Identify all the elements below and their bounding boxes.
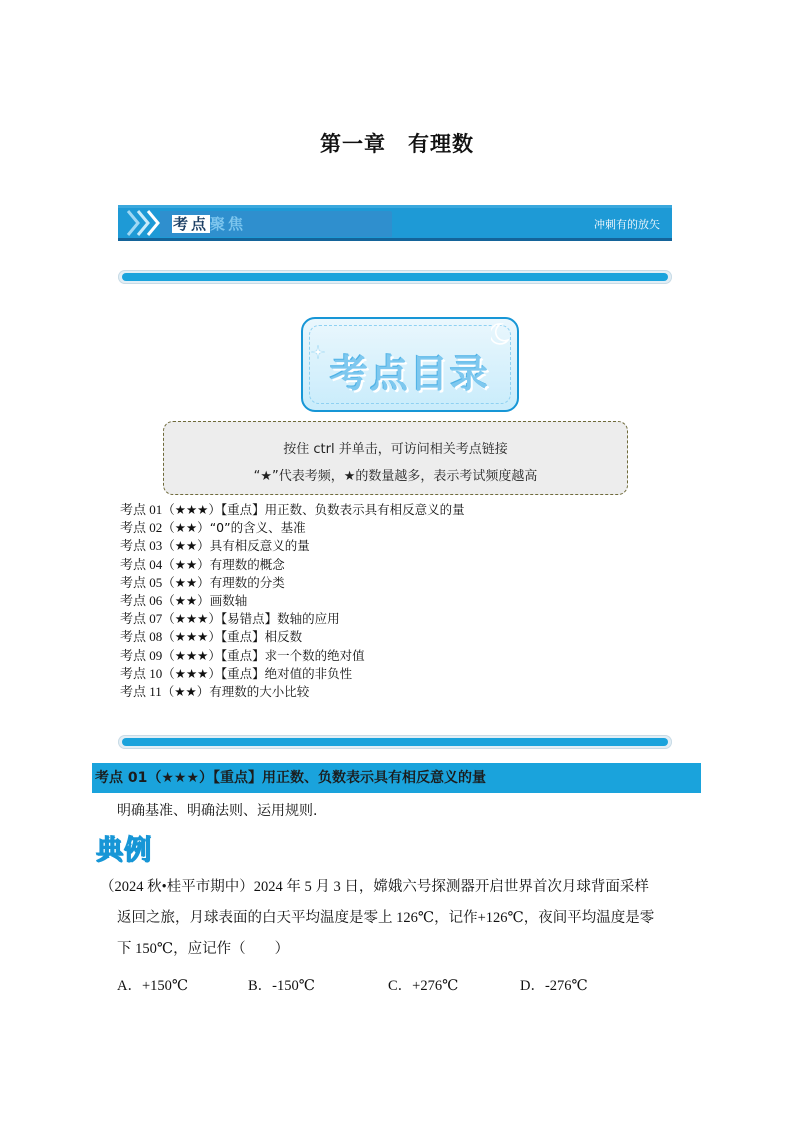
toc-item[interactable] [120,665,680,683]
chevron-right-icon [124,209,164,237]
toc-item-title: 求一个数的绝对值 [264,647,365,663]
toc-item-title: 有理数的概念 [209,556,285,572]
toc-item-title: 绝对值的非负性 [264,665,353,681]
toc-item-tag: 【重点】 [220,502,265,517]
chapter-title: 第一章 有理数 [320,132,474,156]
toc-item-title: 数轴的应用 [277,611,340,627]
catalog-title: 考点目录 [329,352,490,396]
toc-item-title: 用正数、负数表示具有相反意义的量 [264,502,465,517]
focus-label-highlight: 考点 [173,215,210,233]
instruction-line-2: “★”代表考频，★的数量越多，表示考试频度越高 [253,469,538,484]
toc-item-number: 考点 03 [120,538,163,554]
catalog-badge [301,317,519,412]
option-b[interactable]: B．-150℃ [248,978,315,994]
toc-item-number: 考点 02 [120,520,163,536]
toc-item-tag: 【重点】 [220,629,265,645]
toc-item-stars: （★★★） [162,502,221,517]
toc-item-stars: （★★★） [162,647,221,663]
divider-bar-top [118,270,672,284]
option-a[interactable]: A．+150℃ [117,978,189,994]
question-line-1: （2024 秋•桂平市期中）2024 年 5 月 3 日，嫦娥六号探测器开启世界首次月球背面采样 [100,879,649,895]
toc-item-title: 画数轴 [209,592,248,608]
toc-item-title: “0”的含义、基准 [209,520,306,536]
toc-item-title: 有理数的分类 [209,574,285,590]
toc-item[interactable] [120,537,680,555]
toc-item-number: 考点 04 [120,556,163,572]
moon-icon [491,323,509,345]
example-icon: 典例 [96,835,152,866]
toc-item-number: 考点 05 [120,574,163,590]
method-text: 明确基准、明确法则、运用规则. [117,803,318,819]
toc-item-stars: （★★） [162,538,210,554]
section-header: 考点 01（★★★）【重点】用正数、负数表示具有相反意义的量 [92,763,701,793]
toc-item[interactable] [120,683,680,701]
toc-item[interactable] [120,592,680,610]
toc-item-title: 有理数的大小比较 [209,683,310,699]
toc-item-number: 考点 09 [120,647,163,663]
toc-item-stars: （★★） [162,592,210,608]
option-d[interactable]: D．-276℃ [520,978,588,994]
toc-item[interactable] [120,574,680,592]
focus-label [172,213,246,234]
toc-item-number: 考点 08 [120,629,163,645]
toc-item[interactable] [120,556,680,574]
toc-item[interactable] [120,519,680,537]
toc-item-number: 考点 01 [120,502,163,517]
toc-item-title: 具有相反意义的量 [209,538,310,554]
divider-bar-bottom [118,735,672,749]
toc-item-stars: （★★） [161,683,210,699]
toc-item[interactable] [120,647,680,665]
banner-slogan: 冲刺有的放矢 [594,218,660,231]
toc-item[interactable] [120,628,680,646]
question-line-3: 下 150℃，应记作（ ） [117,941,290,957]
toc-item-tag: 【重点】 [220,647,265,663]
banner-bottom-line [118,238,672,241]
toc-item-tag: 【易错点】 [220,611,278,627]
banner-top-line [118,205,672,208]
toc-item-stars: （★★★） [162,611,221,627]
question-line-2: 返回之旅，月球表面的白天平均温度是零上 126℃，记作+126℃，夜间平均温度是零 [117,910,655,926]
toc-item-number: 考点 11 [120,683,162,699]
toc-item-tag: 【重点】 [220,665,265,681]
toc-item-stars: （★★） [162,574,210,590]
toc-item-stars: （★★★） [162,665,221,681]
toc-item-stars: （★★） [162,520,210,536]
focus-label-rest: 聚焦 [210,215,247,233]
toc-item[interactable] [120,501,680,519]
toc-item[interactable] [120,610,680,628]
focus-banner [118,205,672,241]
toc-list [120,501,680,701]
toc-item-number: 考点 07 [120,611,163,627]
option-c[interactable]: C．+276℃ [388,978,459,994]
toc-item-title: 相反数 [264,629,303,645]
toc-item-number: 考点 10 [120,665,163,681]
instruction-line-1: 按住 ctrl 并单击，可访问相关考点链接 [283,442,508,457]
toc-item-number: 考点 06 [120,592,163,608]
instruction-box [163,421,628,495]
toc-item-stars: （★★） [162,556,210,572]
toc-item-stars: （★★★） [162,629,221,645]
